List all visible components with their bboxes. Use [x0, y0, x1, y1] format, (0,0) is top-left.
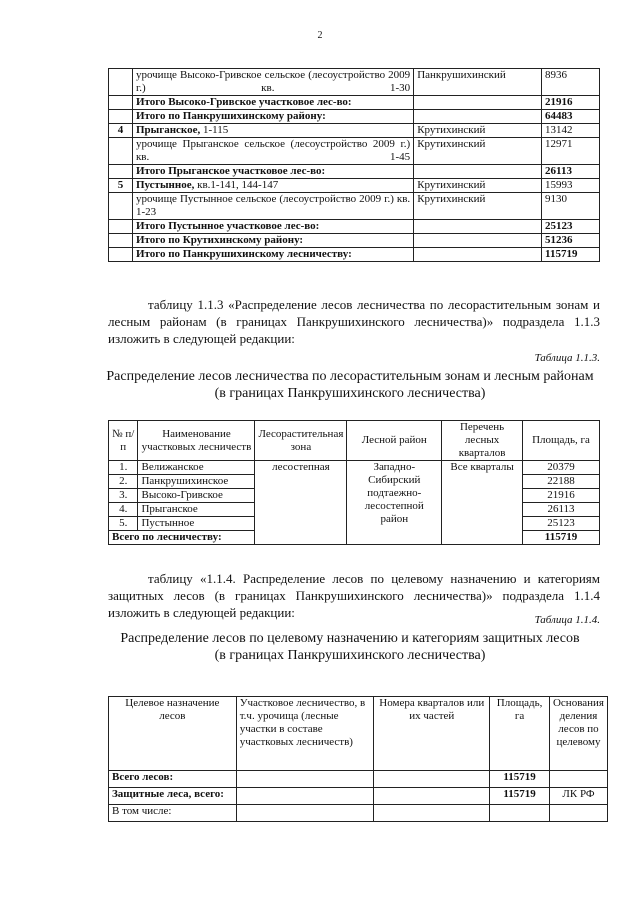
row-number: [109, 96, 133, 110]
forestry-name: Пустынное: [138, 517, 255, 531]
forestry-name: Высоко-Гривское: [138, 489, 255, 503]
row-name: [132, 179, 413, 193]
row-name: [132, 124, 413, 138]
row-name: Итого по Панкрушихинскому району:: [132, 110, 413, 124]
total-label: Всего по лесничеству:: [109, 531, 255, 545]
table-caption-1-1-3: Таблица 1.1.3.: [534, 352, 600, 364]
area-cell: 22188: [523, 475, 600, 489]
forestry-cell: [236, 805, 374, 822]
row-name: урочище Прыганское сельское (лесоустройство 2009 г.) кв. 1-45: [132, 138, 413, 165]
column-header: Номера кварталов или их частей: [374, 697, 490, 771]
total-area: 115719: [523, 531, 600, 545]
table-row: [109, 248, 600, 262]
column-header: Наименование участковых лесничеств: [138, 421, 255, 461]
forest-purpose-table: [108, 696, 608, 822]
forestry-name: Панкрушихинское: [138, 475, 255, 489]
forestry-name: Пустынное,: [135, 179, 195, 191]
area-cell: 51236: [542, 234, 600, 248]
table-row: [109, 165, 600, 179]
area-cell: 115719: [542, 248, 600, 262]
row-number: 3.: [109, 489, 138, 503]
table-row: [109, 805, 608, 822]
paragraph-table-1-1-4: таблицу «1.1.4. Распределение лесов по целевому назначению и категориям защитных лесов (в границах Панкрушихинского лесничества)» подраздела 1.1.4 изложить в следующей редакции:: [108, 571, 600, 620]
basis-cell: [549, 805, 607, 822]
column-header: № п/п: [109, 421, 138, 461]
column-header: Целевое назначение лесов: [109, 697, 237, 771]
table-row: [109, 96, 600, 110]
forest-area-table-continuation: [108, 68, 600, 262]
row-name: Итого по Панкрушихинскому лесничеству:: [132, 248, 413, 262]
column-header: Площадь, га: [490, 697, 550, 771]
row-number: 4.: [109, 503, 138, 517]
row-number: [109, 69, 133, 96]
district-cell: Крутихинский: [414, 179, 542, 193]
forestry-quarters: 1-115: [200, 124, 229, 136]
table-row: [109, 788, 608, 805]
table-row: [109, 461, 600, 475]
row-number: [109, 165, 133, 179]
area-cell: 8936: [542, 69, 600, 96]
forestry-name: Прыганское,: [135, 124, 201, 136]
area-cell: 26113: [523, 503, 600, 517]
row-label: В том числе:: [109, 805, 237, 822]
table-row: [109, 179, 600, 193]
row-number: [109, 110, 133, 124]
table-row: [109, 193, 600, 220]
table-caption-1-1-4: Таблица 1.1.4.: [534, 614, 600, 626]
district-cell: Крутихинский: [414, 124, 542, 138]
row-number: [109, 248, 133, 262]
table-row: [109, 110, 600, 124]
area-cell: 12971: [542, 138, 600, 165]
district-cell: [414, 110, 542, 124]
paragraph-table-1-1-3: таблицу 1.1.3 «Распределение лесов лесничества по лесорастительным зонам и лесным районам (в границах Панкрушихинского лесничества)» подраздела 1.1.3 изложить в следующей редакции:: [108, 297, 600, 346]
forest-zones-table: [108, 420, 600, 545]
area-cell: 64483: [542, 110, 600, 124]
area-cell: 13142: [542, 124, 600, 138]
district-cell: [414, 234, 542, 248]
forestry-name: Прыганское: [138, 503, 255, 517]
column-header: Основания деления лесов по целевому: [549, 697, 607, 771]
area-cell: 115719: [490, 788, 550, 805]
row-number: [109, 234, 133, 248]
row-number: 4: [109, 124, 133, 138]
row-name: Итого Прыганское участковое лес-во:: [132, 165, 413, 179]
table-row: [109, 220, 600, 234]
table-row: [109, 138, 600, 165]
table-title-1-1-4: Распределение лесов по целевому назначению и категориям защитных лесов (в границах Панкрушихинского лесничества): [120, 631, 580, 663]
forest-region-cell: Западно-Сибирский подтаежно-лесостепной район: [347, 461, 442, 545]
column-header: Участковое лесничество, в т.ч. урочища (лесные участки в составе участковых лесничеств): [236, 697, 374, 771]
forestry-cell: [236, 788, 374, 805]
area-cell: 20379: [523, 461, 600, 475]
row-name: урочище Высоко-Гривское сельское (лесоустройство 2009 г.) кв. 1-30: [132, 69, 413, 96]
row-label: Защитные леса, всего:: [109, 788, 237, 805]
row-name: Итого Высоко-Гривское участковое лес-во:: [132, 96, 413, 110]
forestry-quarters: кв.1-141, 144-147: [194, 179, 279, 191]
area-cell: 21916: [542, 96, 600, 110]
table-row: [109, 234, 600, 248]
area-cell: 25123: [542, 220, 600, 234]
row-number: 1.: [109, 461, 138, 475]
column-header: Лесной район: [347, 421, 442, 461]
area-cell: 25123: [523, 517, 600, 531]
forest-zone-cell: лесостепная: [255, 461, 347, 545]
district-cell: [414, 165, 542, 179]
row-number: 5.: [109, 517, 138, 531]
page-number: 2: [317, 30, 323, 41]
row-number: [109, 220, 133, 234]
district-cell: Панкрушихинский: [414, 69, 542, 96]
district-cell: [414, 220, 542, 234]
basis-cell: ЛК РФ: [549, 788, 607, 805]
district-cell: Крутихинский: [414, 193, 542, 220]
area-cell: [490, 805, 550, 822]
row-name: Итого по Крутихинскому району:: [132, 234, 413, 248]
area-cell: 9130: [542, 193, 600, 220]
quarters-cell: [374, 788, 490, 805]
row-name: Итого Пустынное участковое лес-во:: [132, 220, 413, 234]
area-cell: 15993: [542, 179, 600, 193]
row-name: урочище Пустынное сельское (лесоустройство 2009 г.) кв. 1-23: [132, 193, 413, 220]
quarters-cell: Все кварталы: [442, 461, 523, 545]
column-header: Перечень лесных кварталов: [442, 421, 523, 461]
district-cell: [414, 248, 542, 262]
basis-cell: [549, 771, 607, 788]
table-row: [109, 69, 600, 96]
area-cell: 26113: [542, 165, 600, 179]
table-title-1-1-3: Распределение лесов лесничества по лесорастительным зонам и лесным районам (в границах Панкрушихинского лесничества): [106, 369, 594, 401]
area-cell: 115719: [490, 771, 550, 788]
table-row: [109, 124, 600, 138]
column-header: Лесорастительная зона: [255, 421, 347, 461]
column-header: Площадь, га: [523, 421, 600, 461]
table-row: [109, 771, 608, 788]
forestry-cell: [236, 771, 374, 788]
district-cell: Крутихинский: [414, 138, 542, 165]
row-number: 2.: [109, 475, 138, 489]
row-number: 5: [109, 179, 133, 193]
row-number: [109, 138, 133, 165]
quarters-cell: [374, 771, 490, 788]
row-label: Всего лесов:: [109, 771, 237, 788]
row-number: [109, 193, 133, 220]
area-cell: 21916: [523, 489, 600, 503]
quarters-cell: [374, 805, 490, 822]
district-cell: [414, 96, 542, 110]
forestry-name: Велижанское: [138, 461, 255, 475]
